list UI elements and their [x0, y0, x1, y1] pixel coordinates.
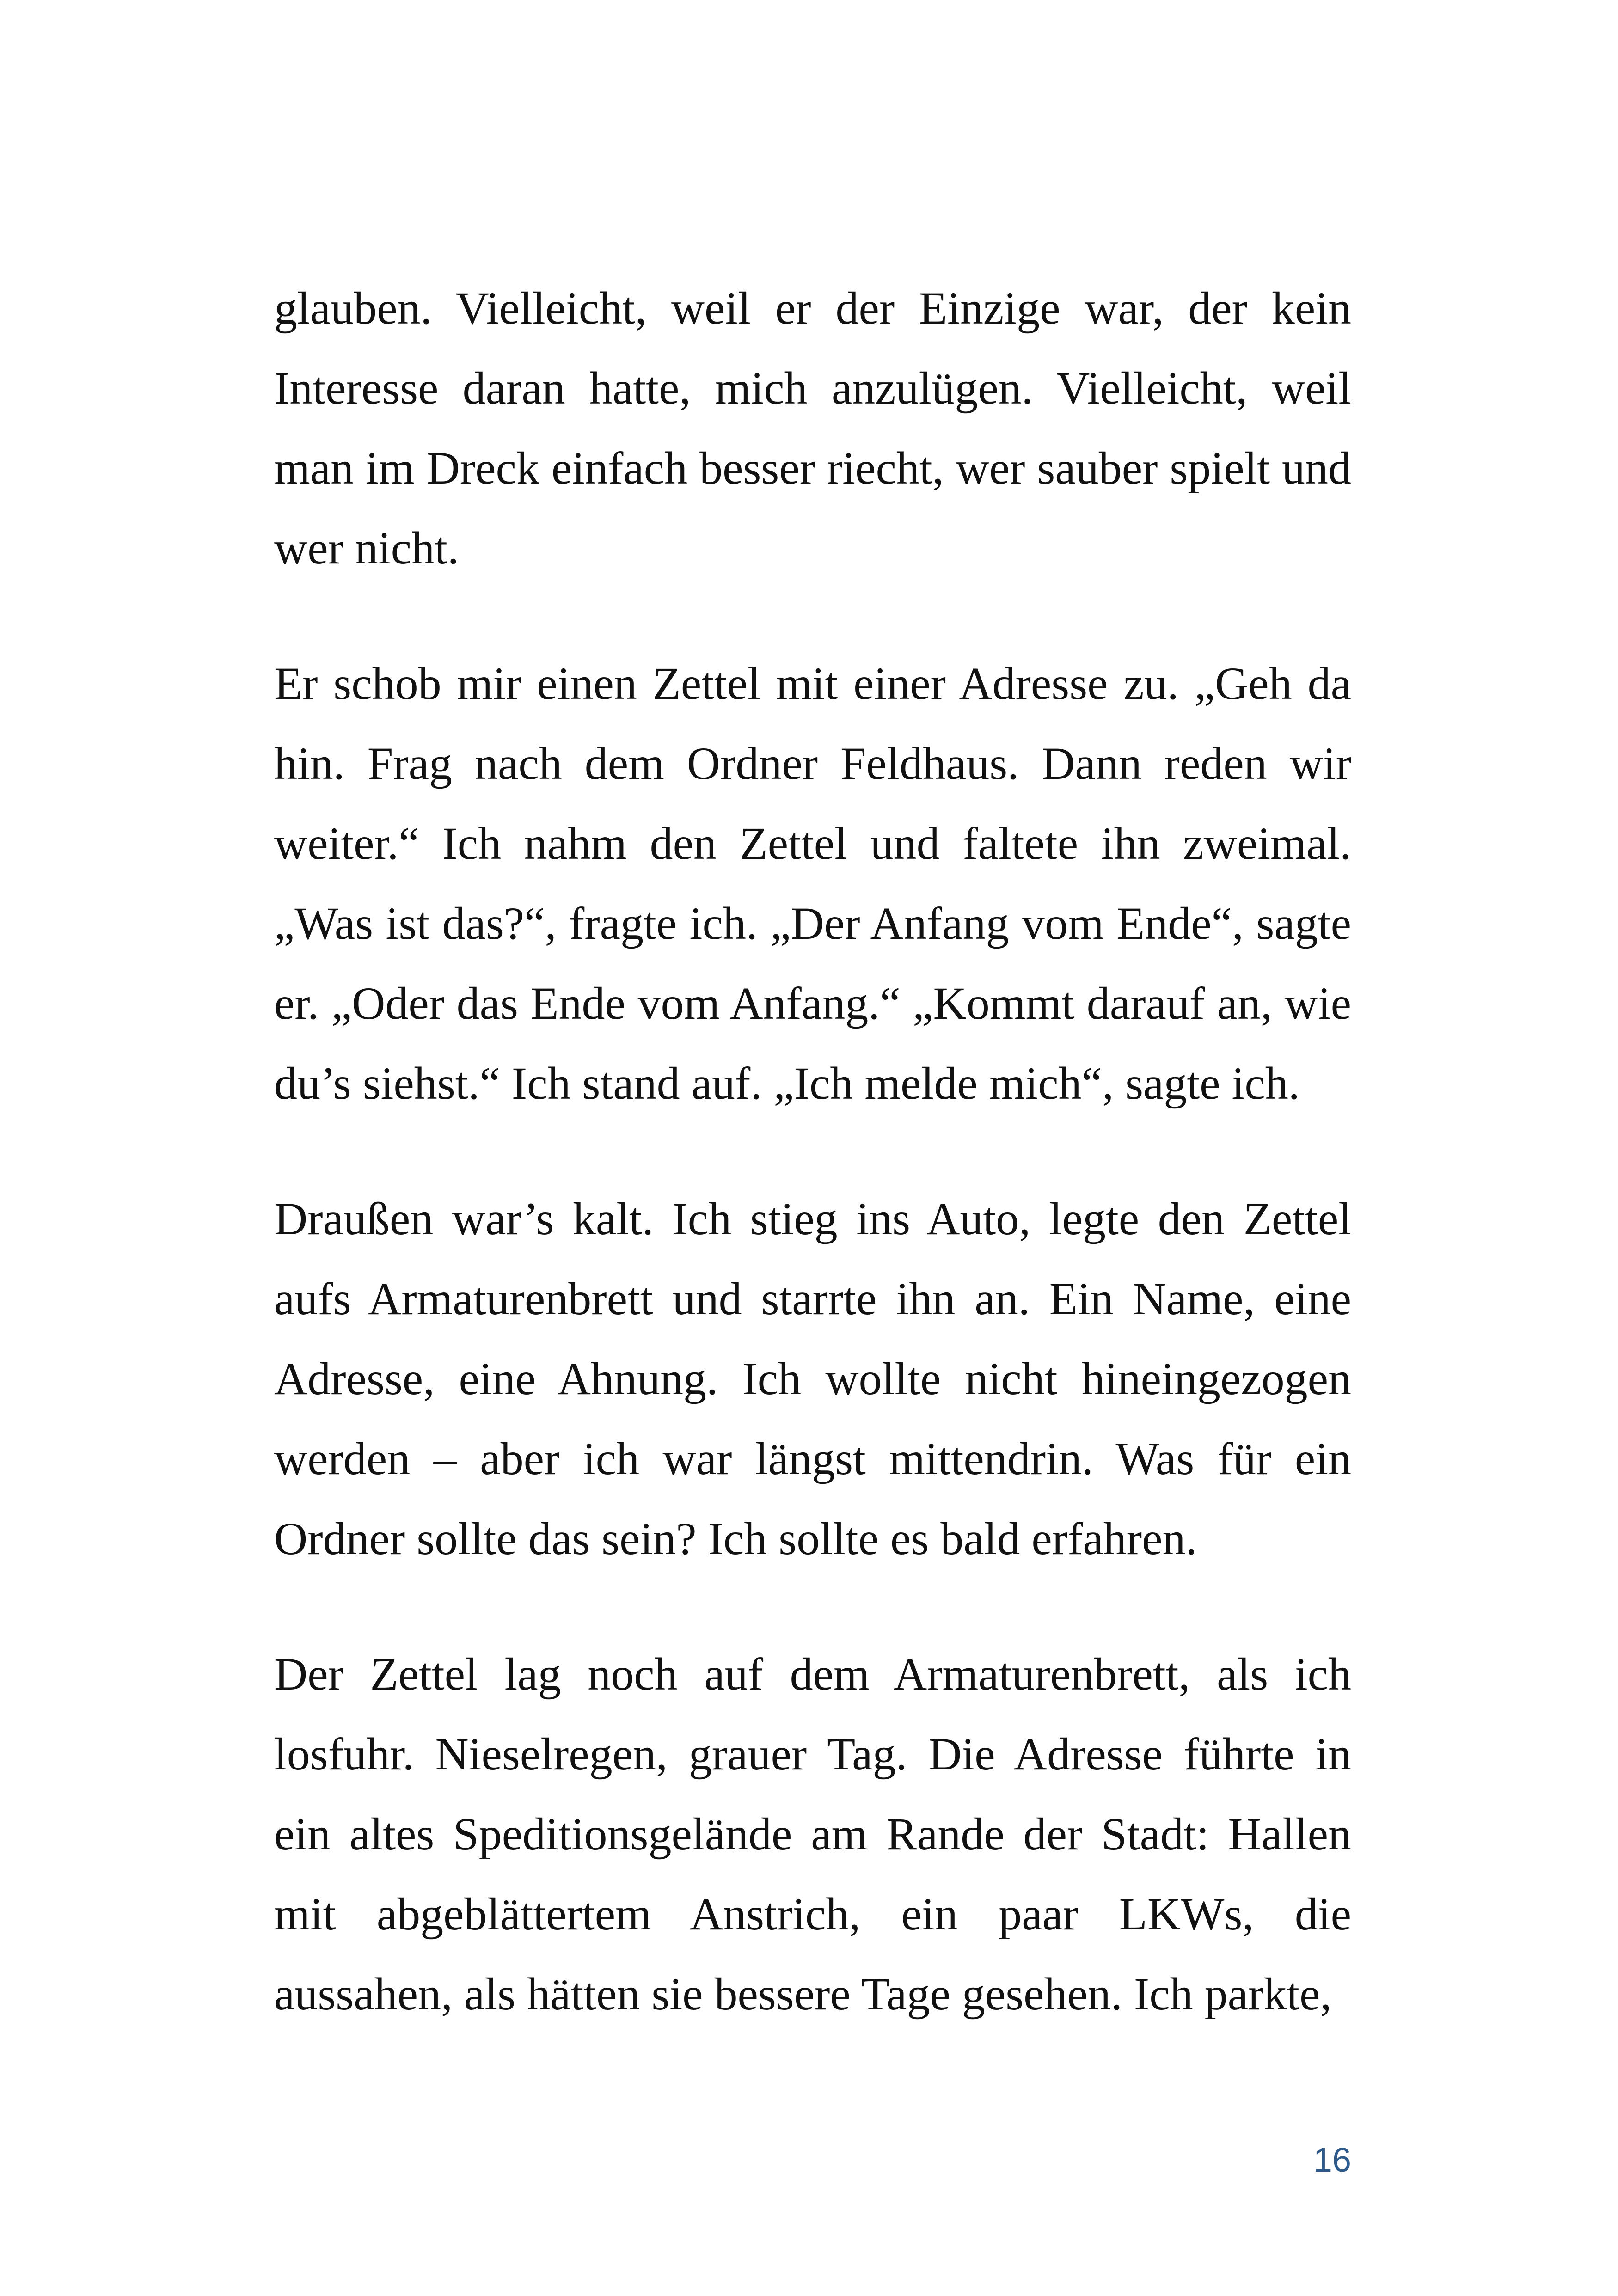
paragraph-1: glauben. Vielleicht, weil er der Einzige war, der kein Interesse daran hatte, mich anzulügen. Vielleicht, weil man im Dreck einfach besser riecht, wer sauber spielt und wer nicht. [274, 282, 1351, 574]
paragraph-4: Der Zettel lag noch auf dem Armaturenbrett, als ich losfuhr. Nieselregen, grauer Tag. Die Adresse führte in ein altes Speditionsgelände am Rande der Stadt: Hallen mit abgeblättertem Anstrich, ein paar LKWs, die aussahen, als hätten sie bessere Tage gesehen. Ich parkte, [274, 1648, 1351, 2020]
page-number: 16 [1313, 2141, 1351, 2179]
paragraph-2: Er schob mir einen Zettel mit einer Adresse zu. „Geh da hin. Frag nach dem Ordner Feldhaus. Dann reden wir weiter.“ Ich nahm den Zettel und faltete ihn zweimal. „Was ist das?“, fragte ich. „Der Anfang vom Ende“, sagte er. „Oder das Ende vom Anfang.“ „Kommt darauf an, wie du’s siehst.“ Ich stand auf. „Ich melde mich“, sagte ich. [274, 658, 1351, 1109]
paragraph-3: Draußen war’s kalt. Ich stieg ins Auto, legte den Zettel aufs Armaturenbrett und starrte ihn an. Ein Name, eine Adresse, eine Ahnung. Ich wollte nicht hineingezogen werden – aber ich war längst mittendrin. Was für ein Ordner sollte das sein? Ich sollte es bald erfahren. [274, 1193, 1351, 1564]
body-text [274, 268, 1351, 2089]
